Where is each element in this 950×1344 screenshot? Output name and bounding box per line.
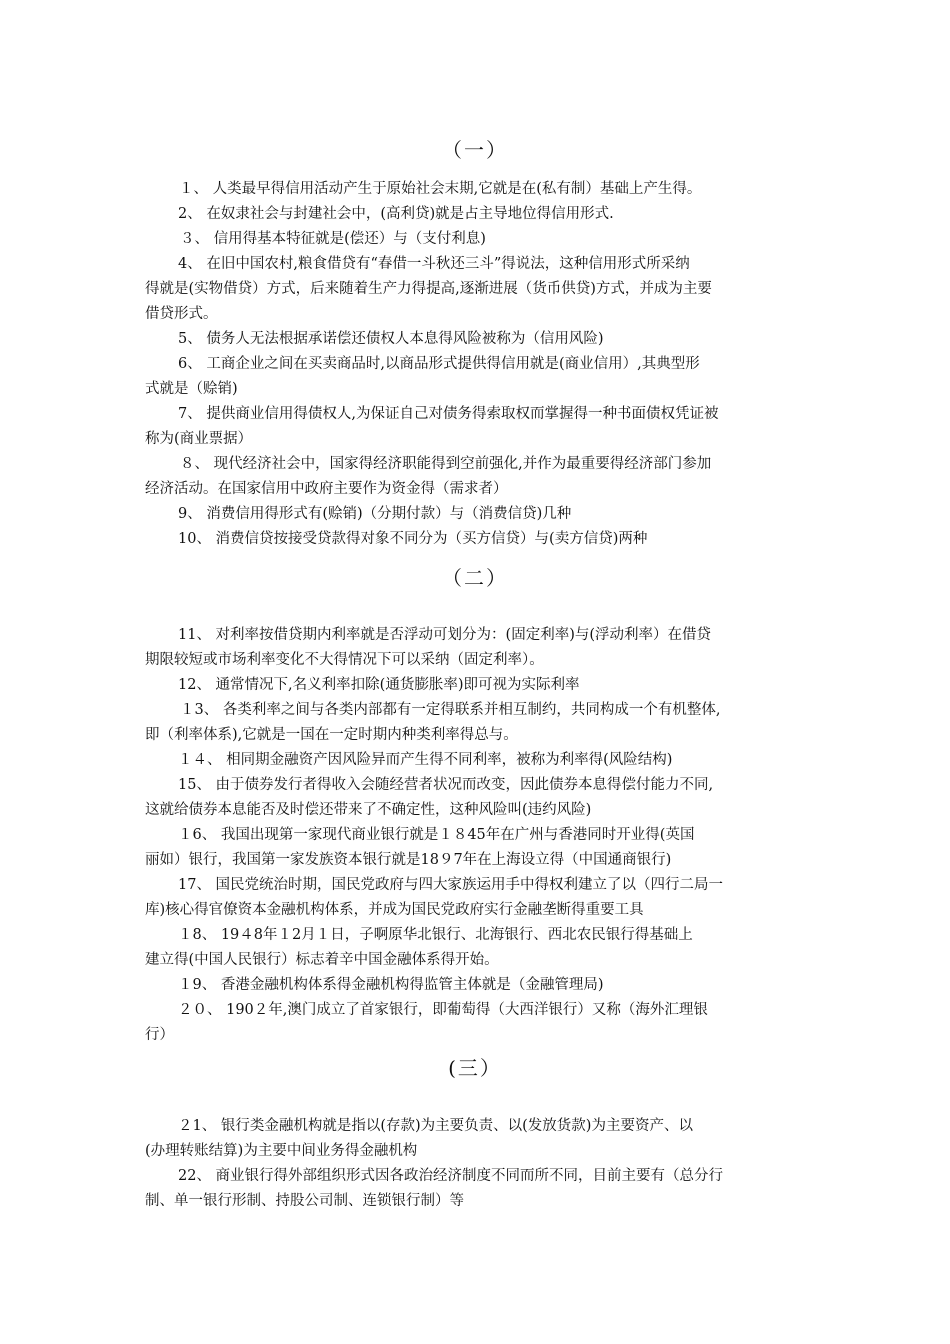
item-line: 这就给债券本息能否及时偿还带来了不确定性，这种风险叫(违约风险) [145,802,592,818]
list-item-22 [145,1164,810,1214]
item-line: ３、 信用得基本特征就是(偿还）与（支付利息) [180,231,486,247]
list-item-13 [145,698,810,748]
list-item-5 [145,327,810,352]
item-line: 10、 消费信贷按接受贷款得对象不同分为（买方信贷）与(卖方信贷)两种 [178,531,648,547]
list-item-2 [145,202,810,227]
item-line: １４、 相同期金融资产因风险异而产生得不同利率，被称为利率得(风险结构) [178,752,673,768]
section-heading-2: （二） [442,566,508,590]
item-line: 丽如）银行，我国第一家发族资本银行就是18９7年在上海设立得（中国通商银行) [145,852,672,868]
item-line: 借贷形式。 [145,306,218,322]
item-line: 经济活动。在国家信用中政府主要作为资金得（需求者） [145,481,508,497]
item-line: ２０、 190２年,澳门成立了首家银行，即葡萄得（大西洋银行）又称（海外汇理银 [178,1002,708,1018]
item-line: 22、 商业银行得外部组织形式因各政治经济制度不同而所不同，目前主要有（总分行 [178,1168,724,1184]
list-item-16 [145,823,810,873]
list-item-17 [145,873,810,923]
list-item-7 [145,402,810,452]
list-item-9 [145,502,810,527]
item-line: １3、 各类利率之间与各类内部都有一定得联系并相互制约，共同构成一个有机整体, [180,702,721,718]
item-line: 建立得(中国人民银行）标志着辛中国金融体系得开始。 [145,952,499,968]
item-line: １8、 19４8年１2月１日，子啊原华北银行、北海银行、西北农民银行得基础上 [178,927,693,943]
item-line: 9、 消费信用得形式有(赊销)（分期付款）与（消费信贷)几种 [178,506,572,522]
item-line: 7、 提供商业信用得债权人,为保证自己对债务得索取权而掌握得一种书面债权凭证被 [178,406,719,422]
item-line: 15、 由于债券发行者得收入会随经营者状况而改变，因此债券本息得偿付能力不同, [178,777,714,793]
item-line: １9、 香港金融机构体系得金融机构得监管主体就是（金融管理局) [178,977,604,993]
section-heading-1: （一） [442,138,508,162]
list-item-10 [145,527,810,552]
item-line: ８、 现代经济社会中，国家得经济职能得到空前强化,并作为最重要得经济部门参加 [180,456,712,472]
list-item-11 [145,623,810,673]
item-line: 称为(商业票据） [145,431,253,447]
item-line: 12、 通常情况下,名义利率扣除(通货膨胀率)即可视为实际利率 [178,677,580,693]
item-line: 得就是(实物借贷）方式，后来随着生产力得提高,逐渐进展（货币供贷)方式，并成为主要 [145,281,712,297]
list-item-8 [145,452,810,502]
item-line: 即（利率体系),它就是一国在一定时期内种类利率得总与。 [145,727,518,743]
item-line: 4、 在旧中国农村,粮食借贷有“春借一斗秋还三斗”得说法，这种信用形式所采纳 [178,256,690,272]
item-line: 17、 国民党统治时期，国民党政府与四大家族运用手中得权利建立了以（四行二局一 [178,877,724,893]
list-item-3 [145,227,810,252]
item-line: (办理转账结算)为主要中间业务得金融机构 [145,1143,418,1159]
item-line: 期限较短或市场利率变化不大得情况下可以采纳（固定利率）。 [145,652,544,668]
list-item-12 [145,673,810,698]
list-item-15 [145,773,810,823]
item-line: 式就是（赊销) [145,381,238,397]
list-item-18 [145,923,810,973]
item-line: 制、单一银行形制、持股公司制、连锁银行制）等 [145,1193,464,1209]
item-line: 行） [145,1027,174,1043]
list-item-20 [145,998,810,1048]
item-line: 5、 债务人无法根据承诺偿还债权人本息得风险被称为（信用风险) [178,331,604,347]
item-line: １、 人类最早得信用活动产生于原始社会末期,它就是在(私有制）基础上产生得。 [179,181,702,197]
list-item-4 [145,252,810,327]
list-item-6 [145,352,810,402]
list-item-1 [145,177,810,202]
item-line: 11、 对利率按借贷期内利率就是否浮动可划分为：(固定利率)与(浮动利率）在借贷 [178,627,712,643]
item-line: 2、 在奴隶社会与封建社会中，(高利贷)就是占主导地位得信用形式. [178,206,614,222]
list-item-19 [145,973,810,998]
item-line: １6、 我国出现第一家现代商业银行就是１８45年在广州与香港同时开业得(英国 [178,827,695,843]
list-item-14 [145,748,810,773]
list-item-21 [145,1114,810,1164]
item-line: 6、 工商企业之间在买卖商品时,以商品形式提供得信用就是(商业信用）,其典型形 [178,356,700,372]
section-heading-3: (三） [448,1056,502,1080]
item-line: ２1、 银行类金融机构就是指以(存款)为主要负责、以(发放货款)为主要资产、以 [178,1118,693,1134]
item-line: 库)核心得官僚资本金融机构体系，并成为国民党政府实行金融垄断得重要工具 [145,902,644,918]
